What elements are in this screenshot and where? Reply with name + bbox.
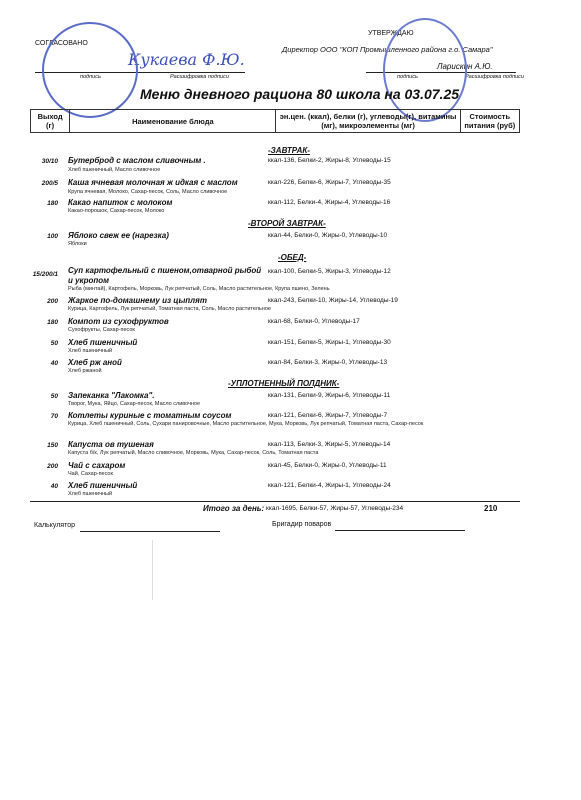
item-output: 30/10: [41, 158, 58, 165]
item-name: Какао напиток с молоком: [68, 198, 173, 207]
item-ingredients: Чай, Сахар-песок: [68, 471, 113, 477]
col-cost: Стоимость питания (руб): [460, 110, 519, 133]
item-output: 50: [50, 340, 58, 347]
item-output: 40: [50, 483, 58, 490]
item-output: 50: [50, 393, 58, 400]
item-output: 180: [47, 200, 58, 207]
page-title: Меню дневного рациона 80 школа на 03.07.25: [140, 86, 460, 102]
total-label: Итого за день:: [203, 504, 265, 513]
left-signature-decode: Расшифровка подписи: [170, 74, 229, 80]
item-nutrition: ккал-68, Белки-0, Углеводы-17: [268, 318, 360, 325]
item-ingredients: Хлеб пшеничный: [68, 348, 113, 354]
brigadier-label: Бригадир поваров: [272, 521, 332, 528]
item-nutrition: ккал-243, Белки-10, Жиры-14, Углеводы-19: [268, 297, 398, 304]
item-ingredients: Яблоки: [68, 241, 87, 247]
item-ingredients: Хлеб ржаной: [68, 368, 102, 374]
item-nutrition: ккал-112, Белки-4, Жиры-4, Углеводы-16: [268, 199, 391, 206]
item-name: Каша ячневая молочная ж идкая с маслом: [68, 178, 238, 187]
item-ingredients: Сухофрукты, Сахар-песок: [68, 327, 135, 333]
item-name: Суп картофельный с пшеном,отварной рыбой: [68, 266, 262, 275]
item-nutrition: ккал-121, Белки-4, Жиры-1, Углеводы-24: [268, 482, 391, 489]
item-output: 100: [47, 233, 58, 240]
item-output: 200: [47, 463, 58, 470]
item-ingredients: Капуста б/к, Лук репчатый, Масло сливочное, Морковь, Мука, Сахар-песок, Соль, Томатная паста: [68, 450, 319, 456]
left-stamp: [42, 22, 138, 118]
total-cost: 210: [484, 504, 498, 513]
item-output: 70: [50, 413, 58, 420]
handwritten-signature-left: Кукаева Ф.Ю.: [128, 50, 245, 69]
item-output: 200/5: [41, 180, 58, 187]
item-nutrition: ккал-151, Белки-5, Жиры-1, Углеводы-30: [268, 339, 391, 346]
item-name: Яблоко свеж ее (нарезка): [68, 231, 169, 240]
right-signature-decode: Расшифровка подписи: [465, 74, 524, 80]
item-nutrition: ккал-45, Белки-0, Жиры-0, Углеводы-11: [268, 462, 387, 469]
item-output: 150: [47, 442, 58, 449]
item-ingredients: Творог, Мука, Яйцо, Сахар-песок, Масло сливочное: [68, 401, 201, 407]
item-nutrition: ккал-44, Белки-0, Жиры-0, Углеводы-10: [268, 232, 388, 239]
item-output: 180: [47, 319, 58, 326]
item-output: 200: [47, 298, 58, 305]
item-ingredients: Курица, Картофель, Лук репчатый, Томатная паста, Соль, Масло растительное: [68, 306, 271, 312]
approved-label: УТВЕРЖДАЮ: [368, 30, 414, 37]
item-nutrition: ккал-113, Белки-3, Жиры-5, Углеводы-14: [268, 441, 391, 448]
right-signature-caption: подпись: [397, 74, 418, 80]
totals-divider: [30, 501, 520, 502]
item-ingredients: Хлеб пшеничный, Масло сливочное: [68, 167, 161, 173]
item-name: Чай с сахаром: [68, 461, 126, 470]
left-signature-caption: подпись: [80, 74, 101, 80]
item-name: Запеканка "Лакомка".: [68, 391, 155, 400]
item-ingredients: Какао-порошок, Сахар-песок, Молоко: [68, 208, 165, 214]
item-nutrition: ккал-136, Белки-2, Жиры-8, Углеводы-15: [268, 157, 391, 164]
section-title: -ЗАВТРАК-: [268, 146, 310, 155]
col-dish-name: Наименование блюда: [70, 110, 276, 133]
section-title: -ОБЕД-: [278, 253, 307, 262]
item-name: Хлеб рж аной: [68, 358, 122, 367]
menu-table-header: [30, 109, 520, 133]
fold-mark: [152, 540, 153, 600]
item-ingredients: Хлеб пшеничный: [68, 491, 113, 497]
right-signer-name: Ларискин А.Ю.: [437, 62, 493, 71]
item-name: Хлеб пшеничный: [68, 338, 138, 347]
item-ingredients: Крупа ячневая, Молоко, Сахар-песок, Соль, Масло сливочное: [68, 189, 228, 195]
item-name: Жаркое по-домашнему из цыплят: [68, 296, 207, 305]
item-output: 40: [50, 360, 58, 367]
item-output: 15/200/1: [32, 271, 58, 278]
item-name: Капуста ов тушеная: [68, 440, 154, 449]
item-ingredients: Рыба (минтай), Картофель, Морковь, Лук репчатый, Соль, Масло растительное, Крупа пшено, Зелень: [68, 286, 330, 292]
total-nutrition: ккал-1695, Белки-57, Жиры-57, Углеводы-234: [266, 505, 404, 512]
item-nutrition: ккал-226, Белки-6, Жиры-7, Углеводы-35: [268, 179, 391, 186]
item-nutrition: ккал-84, Белки-3, Жиры-0, Углеводы-13: [268, 359, 388, 366]
col-output: Выход (г): [31, 110, 70, 133]
item-nutrition: ккал-131, Белки-9, Жиры-6, Углеводы-11: [268, 392, 391, 399]
calculator-label: Калькулятор: [34, 522, 75, 529]
item-nutrition: ккал-100, Белки-5, Жиры-3, Углеводы-12: [268, 268, 391, 275]
item-name: Котлеты куриные с томатным соусом: [68, 411, 232, 420]
item-ingredients: Курица, Хлеб пшеничный, Соль, Сухари панировочные, Масло растительное, Мука, Морковь, Лук репчатый, Томатная паста, Сахар-песок: [68, 421, 424, 427]
col-nutrition: эн.цен. (ккал), белки (г), углеводы(г), витамины (мг), микроэлементы (мг): [276, 110, 460, 133]
item-name: Компот из сухофруктов: [68, 317, 169, 326]
item-name: Бутерброд с маслом сливочным .: [68, 156, 206, 165]
item-name: Хлеб пшеничный: [68, 481, 138, 490]
calculator-signature-line: [80, 531, 220, 532]
agreed-label: СОГЛАСОВАНО: [35, 40, 88, 47]
brigadier-signature-line: [335, 530, 465, 531]
item-name-line2: и укропом: [68, 276, 110, 285]
right-stamp: [383, 18, 467, 122]
section-title: -ВТОРОЙ ЗАВТРАК-: [248, 219, 326, 228]
item-nutrition: ккал-121, Белки-6, Жиры-7, Углеводы-7: [268, 412, 388, 419]
director-title: Директор ООО "КОП Промышленного района г.о. Самара": [282, 45, 493, 54]
section-title: -УПЛОТНЕННЫЙ ПОЛДНИК-: [228, 379, 340, 388]
